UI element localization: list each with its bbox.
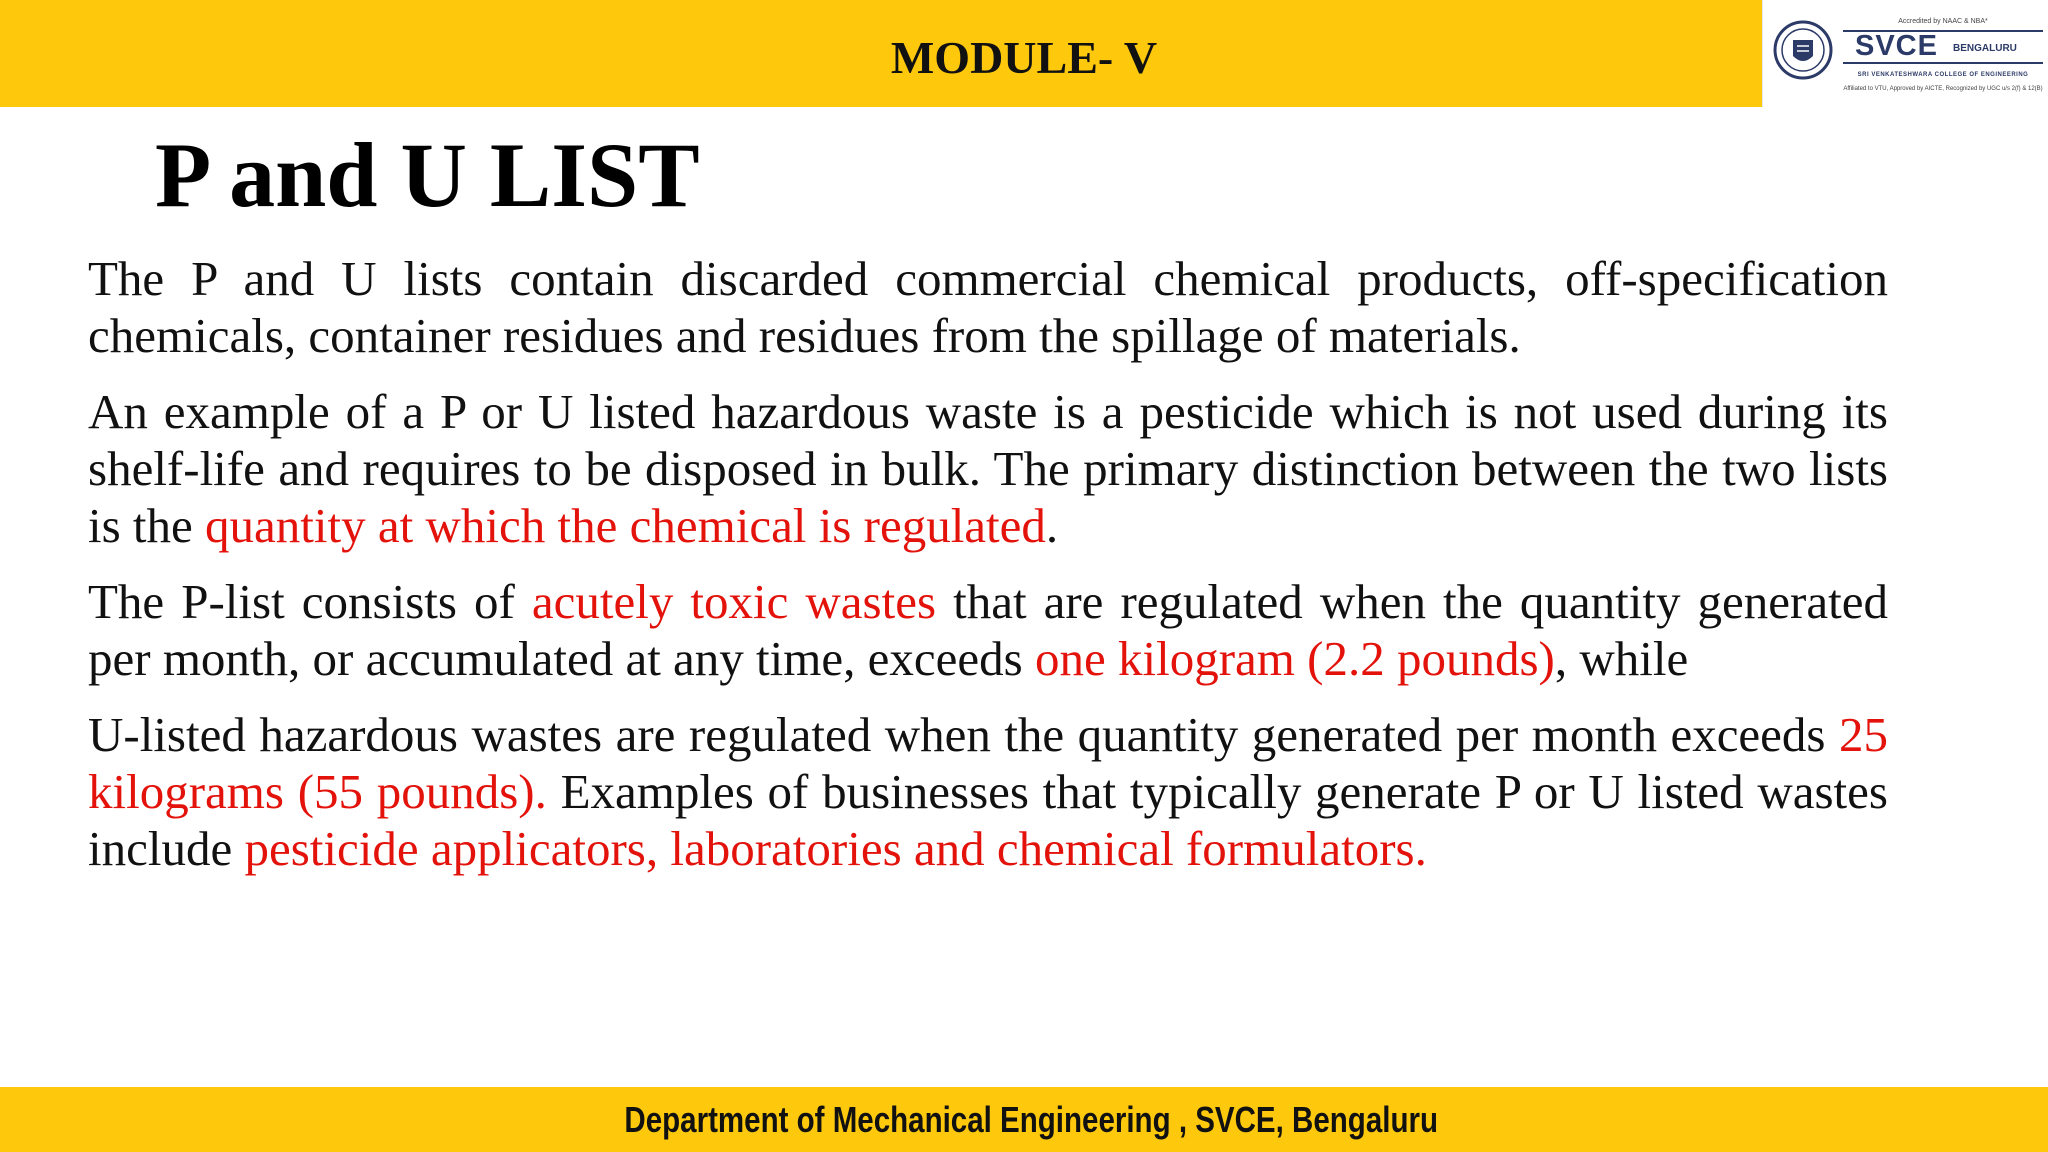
paragraph-text: . — [1045, 498, 1059, 553]
paragraph-text: U-listed hazardous wastes are regulated when the quantity generated per month exceeds — [88, 707, 1839, 762]
paragraph-text: Examples of businesses that typically generate P or U listed wastes include — [88, 764, 1888, 876]
paragraph-text: The P and U lists contain discarded commercial chemical products, off-specification chemicals, container residues and residues from the spillage of materials. — [88, 251, 1888, 363]
highlight-text: acutely toxic wastes — [531, 574, 937, 629]
paragraph-definition — [88, 250, 1888, 364]
logo-city: BENGALURU — [1953, 43, 2017, 54]
highlight-text: one kilogram (2.2 pounds) — [1034, 631, 1555, 686]
paragraph-text: An example of a P or U listed hazardous waste is a pesticide which is not used during its shelf-life and requires to be disposed in bulk. The primary distinction between the two lists is the — [88, 384, 1888, 553]
paragraph-u-list — [88, 706, 1888, 877]
college-seal-icon — [1772, 16, 1834, 88]
paragraph-p-list — [88, 573, 1888, 687]
paragraph-text: The P-list consists of — [88, 574, 532, 629]
logo-college-name: SRI VENKATESHWARA COLLEGE OF ENGINEERING — [1857, 72, 2029, 78]
paragraph-text: that are regulated when the quantity generated per month, or accumulated at any time, exceeds — [88, 574, 1888, 686]
college-logo — [1762, 0, 2048, 107]
logo-wordmark — [1843, 30, 2043, 64]
footer-department: Department of Mechanical Engineering , SVCE, Bengaluru — [624, 1099, 1438, 1140]
paragraph-example — [88, 383, 1888, 554]
logo-affiliation: Affiliated to VTU, Approved by AICTE, Recognized by UGC u/s 2(f) & 12(B) — [1843, 86, 2043, 92]
slide-title: P and U LIST — [155, 124, 700, 226]
logo-accreditation: Accredited by NAAC & NBA* — [1898, 18, 1988, 25]
module-heading: MODULE- V — [890, 32, 1158, 83]
paragraph-text: , while — [1554, 631, 1689, 686]
highlight-text: 25 kilograms (55 pounds). — [88, 707, 1888, 819]
logo-name: SVCE — [1855, 30, 1938, 62]
highlight-text: quantity at which the chemical is regulated — [205, 498, 1046, 553]
highlight-text: pesticide applicators, laboratories and chemical formulators. — [244, 821, 1427, 876]
footer-bar — [0, 1087, 2048, 1152]
slide-body — [88, 250, 1888, 896]
